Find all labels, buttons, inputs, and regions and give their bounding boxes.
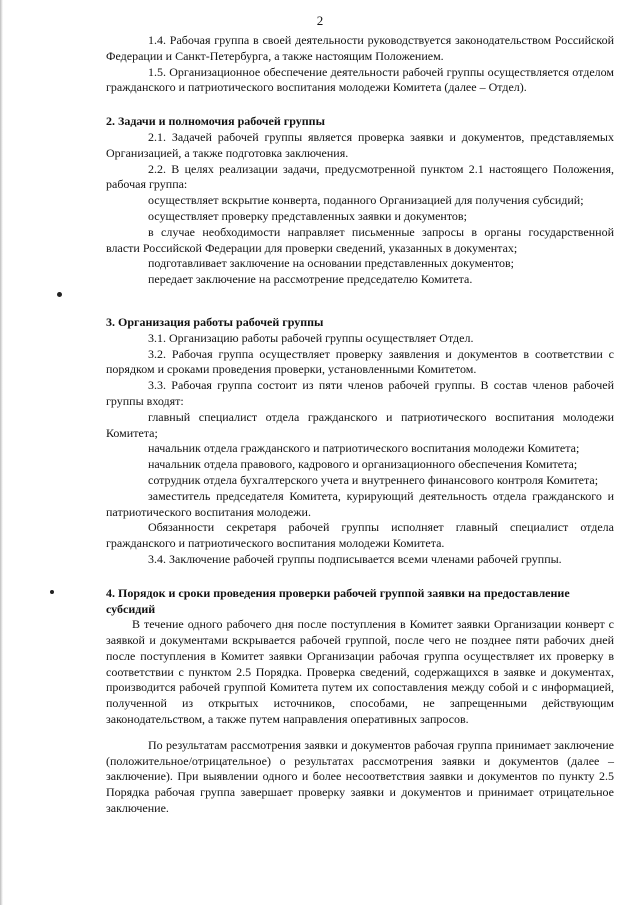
paragraph-1-4: 1.4. Рабочая группа в своей деятельности руководствуется законодательством Российской Федерации и Санкт-Петербурга, а также настоящим Положением. bbox=[106, 33, 614, 63]
paragraph-2-1: 2.1. Задачей рабочей группы является проверка заявки и документов, представляемых Организацией, а также подготовка заключения. bbox=[106, 129, 614, 160]
scan-edge bbox=[0, 0, 3, 905]
member-item-5: заместитель председателя Комитета, курирующий деятельность отдела гражданского и патриотического воспитания молодежи. bbox=[106, 488, 614, 519]
paragraph-3-3: 3.3. Рабочая группа состоит из пяти членов рабочей группы. В состав членов рабочей группы входят: bbox=[106, 378, 614, 408]
task-item-1: осуществляет вскрытие конверта, поданного Организацией для получения субсидий; bbox=[148, 193, 584, 208]
member-item-1: главный специалист отдела гражданского и патриотического воспитания молодежи Комитета; bbox=[106, 409, 614, 440]
scan-dot-2 bbox=[50, 590, 54, 594]
scan-dot-1 bbox=[57, 292, 62, 297]
paragraph-1-5: 1.5. Организационное обеспечение деятельности рабочей группы осуществляется отделом гражданского и патриотического воспитания молодежи Комитета (далее – Отдел). bbox=[106, 64, 614, 95]
paragraph-3-1: 3.1. Организацию работы рабочей группы осуществляет Отдел. bbox=[148, 330, 474, 345]
section-4-paragraph-1: В течение одного рабочего дня после поступления в Комитет заявки Организации конверт с заявкой и документами вскрывается рабочей группой, после чего не позднее пяти рабочих дней после поступления в Комитет заявки Организации рабочая группа осуществляет их проверку в соответствии с пунктом 2.5 Порядка. Проверка сведений, содержащихся в заявке и документах, производится рабочей группой Комитета путем их сопоставления между собой и с информацией, полученной из открытых источников, способами, не запрещенными действующим законодательством, а также путем направления оперативных запросов. bbox=[106, 617, 614, 727]
paragraph-3-2: 3.2. Рабочая группа осуществляет проверку заявления и документов в соответствии с порядком и сроками проведения проверки, установленными Комитетом. bbox=[106, 346, 614, 377]
page-number: 2 bbox=[316, 13, 324, 28]
paragraph-2-2: 2.2. В целях реализации задачи, предусмотренной пунктом 2.1 настоящего Положения, рабочая группа: bbox=[106, 161, 614, 192]
section-4-heading: 4. Порядок и сроки проведения проверки рабочей группой заявки на предоставление субсидий bbox=[106, 585, 570, 616]
section-2-heading: 2. Задачи и полномочия рабочей группы bbox=[106, 114, 325, 129]
task-item-4: подготавливает заключение на основании представленных документов; bbox=[148, 256, 515, 271]
secretary-paragraph: Обязанности секретаря рабочей группы исполняет главный специалист отдела гражданского и патриотического воспитания молодежи Комитета. bbox=[106, 520, 614, 551]
document-body bbox=[106, 33, 614, 817]
member-item-4: сотрудник отдела бухгалтерского учета и внутреннего финансового контроля Комитета; bbox=[148, 472, 599, 487]
task-item-2: осуществляет проверку представленных заявки и документов; bbox=[148, 208, 467, 223]
section-4-paragraph-2: По результатам рассмотрения заявки и документов рабочая группа принимает заключение (положительное/отрицательное) о результатах рассмотрения заявки и документов (далее – заключение). При выявлении одного и более несоответствия заявки и документов по пункту 2.5 Порядка рабочая группа завершает проверку заявки и документов и принимает отрицательное заключение. bbox=[106, 737, 614, 816]
member-item-2: начальник отдела гражданского и патриотического воспитания молодежи Комитета; bbox=[148, 441, 580, 456]
member-item-3: начальник отдела правового, кадрового и организационного обеспечения Комитета; bbox=[148, 457, 578, 472]
task-item-3: в случае необходимости направляет письменные запросы в органы государственной власти Российской Федерации для проверки сведений, указанных в документах; bbox=[106, 224, 614, 255]
task-item-5: передает заключение на рассмотрение председателю Комитета. bbox=[148, 272, 473, 287]
section-3-heading: 3. Организация работы рабочей группы bbox=[106, 314, 324, 329]
paragraph-3-4: 3.4. Заключение рабочей группы подписывается всеми членами рабочей группы. bbox=[148, 551, 562, 566]
